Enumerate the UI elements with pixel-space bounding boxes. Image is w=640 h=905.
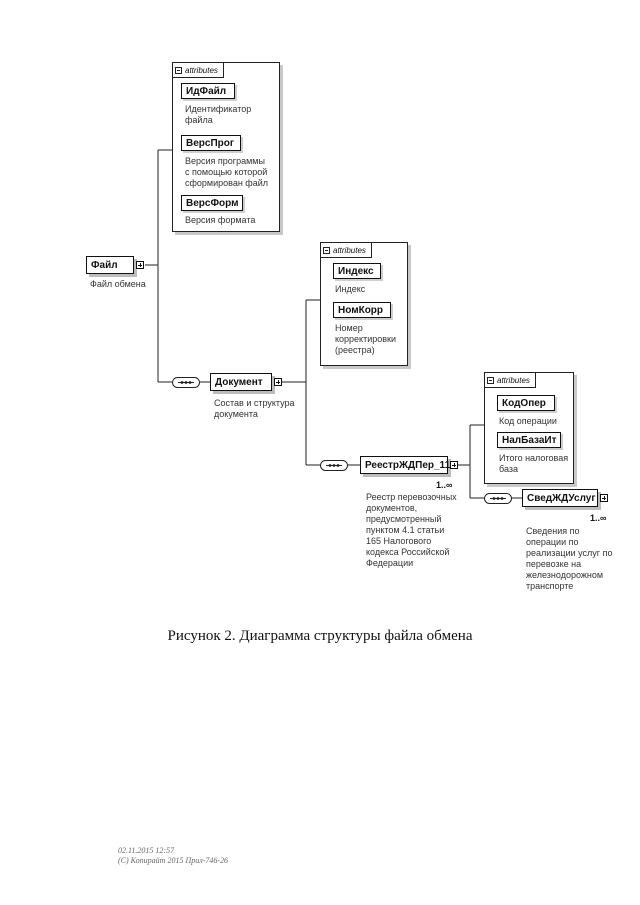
element-service-cardinality: 1..∞ — [590, 513, 607, 523]
attribute-description: Индекс — [335, 284, 366, 294]
attributes-group-header[interactable] — [321, 243, 372, 258]
figure-caption: Рисунок 2. Диаграмма структуры файла обмена — [167, 628, 473, 644]
element-document-description: Состав и структура документа — [214, 398, 295, 419]
element-fail-description: Файл обмена — [90, 279, 146, 289]
element-service[interactable] — [522, 489, 598, 507]
attribute-description: Код операции — [499, 416, 557, 426]
attribute-label: ВерсПрог — [186, 137, 235, 149]
element-service-description: Сведения по операции по реализации услуг по перевозке на железнодорожном транспорте — [526, 526, 613, 591]
expand-icon[interactable] — [136, 261, 144, 269]
attribute-description: Номер корректировки (реестра) — [335, 323, 397, 355]
collapse-icon[interactable] — [487, 377, 494, 384]
attribute-label: НомКорр — [338, 304, 384, 316]
attributes-group-title: attributes — [497, 375, 530, 385]
sequence-compositor-icon — [484, 493, 512, 504]
attribute-description: Версия формата — [185, 215, 256, 225]
element-document-label: Документ — [215, 376, 263, 388]
element-fail-label: Файл — [91, 259, 118, 271]
attribute-nal-baza-it[interactable] — [497, 432, 561, 448]
attribute-vers-form[interactable] — [181, 195, 243, 211]
attribute-label: ИдФайл — [186, 85, 227, 97]
expand-icon[interactable] — [600, 494, 608, 502]
attributes-group-header[interactable] — [173, 63, 224, 78]
element-registry-description: Реестр перевозочных документов, предусмотренный пунктом 4.1 статьи 165 Налогового кодекса Российской Федерации — [366, 492, 457, 568]
attribute-description: Версия программы с помощью которой сформирован файл — [185, 156, 268, 188]
element-fail[interactable] — [86, 256, 134, 274]
attribute-label: Индекс — [338, 265, 374, 277]
attributes-group-document — [320, 242, 408, 366]
element-registry-cardinality: 1..∞ — [436, 480, 453, 490]
attribute-nom-korr[interactable] — [333, 302, 391, 318]
expand-icon[interactable] — [274, 378, 282, 386]
collapse-icon[interactable] — [323, 247, 330, 254]
attribute-label: НалБазаИт — [502, 434, 557, 446]
document-stamp: 02.11.2015 12:57 (С) Копирайт 2015 Прил-746-26 — [118, 846, 229, 865]
attribute-index[interactable] — [333, 263, 381, 279]
sequence-compositor-icon — [172, 377, 200, 388]
sequence-compositor-icon — [320, 460, 348, 471]
element-registry[interactable] — [360, 456, 451, 474]
collapse-icon[interactable] — [175, 67, 182, 74]
element-document[interactable] — [210, 373, 272, 391]
attributes-group-file — [172, 62, 280, 232]
attributes-group-title: attributes — [185, 65, 218, 75]
attribute-kod-oper[interactable] — [497, 395, 555, 411]
expand-icon[interactable] — [450, 461, 458, 469]
element-service-label: СведЖДУслуг — [527, 492, 596, 504]
attributes-group-title: attributes — [333, 245, 366, 255]
element-registry-label: РеестрЖДПер_11 — [365, 459, 451, 471]
attributes-group-registry — [484, 372, 574, 484]
attribute-label: КодОпер — [502, 397, 546, 409]
attribute-vers-prog[interactable] — [181, 135, 241, 151]
attribute-label: ВерсФорм — [186, 197, 239, 209]
attribute-description: Итого налоговая база — [499, 453, 569, 474]
attribute-id-file[interactable] — [181, 83, 235, 99]
attribute-description: Идентификатор файла — [185, 104, 252, 125]
attributes-group-header[interactable] — [485, 373, 536, 388]
